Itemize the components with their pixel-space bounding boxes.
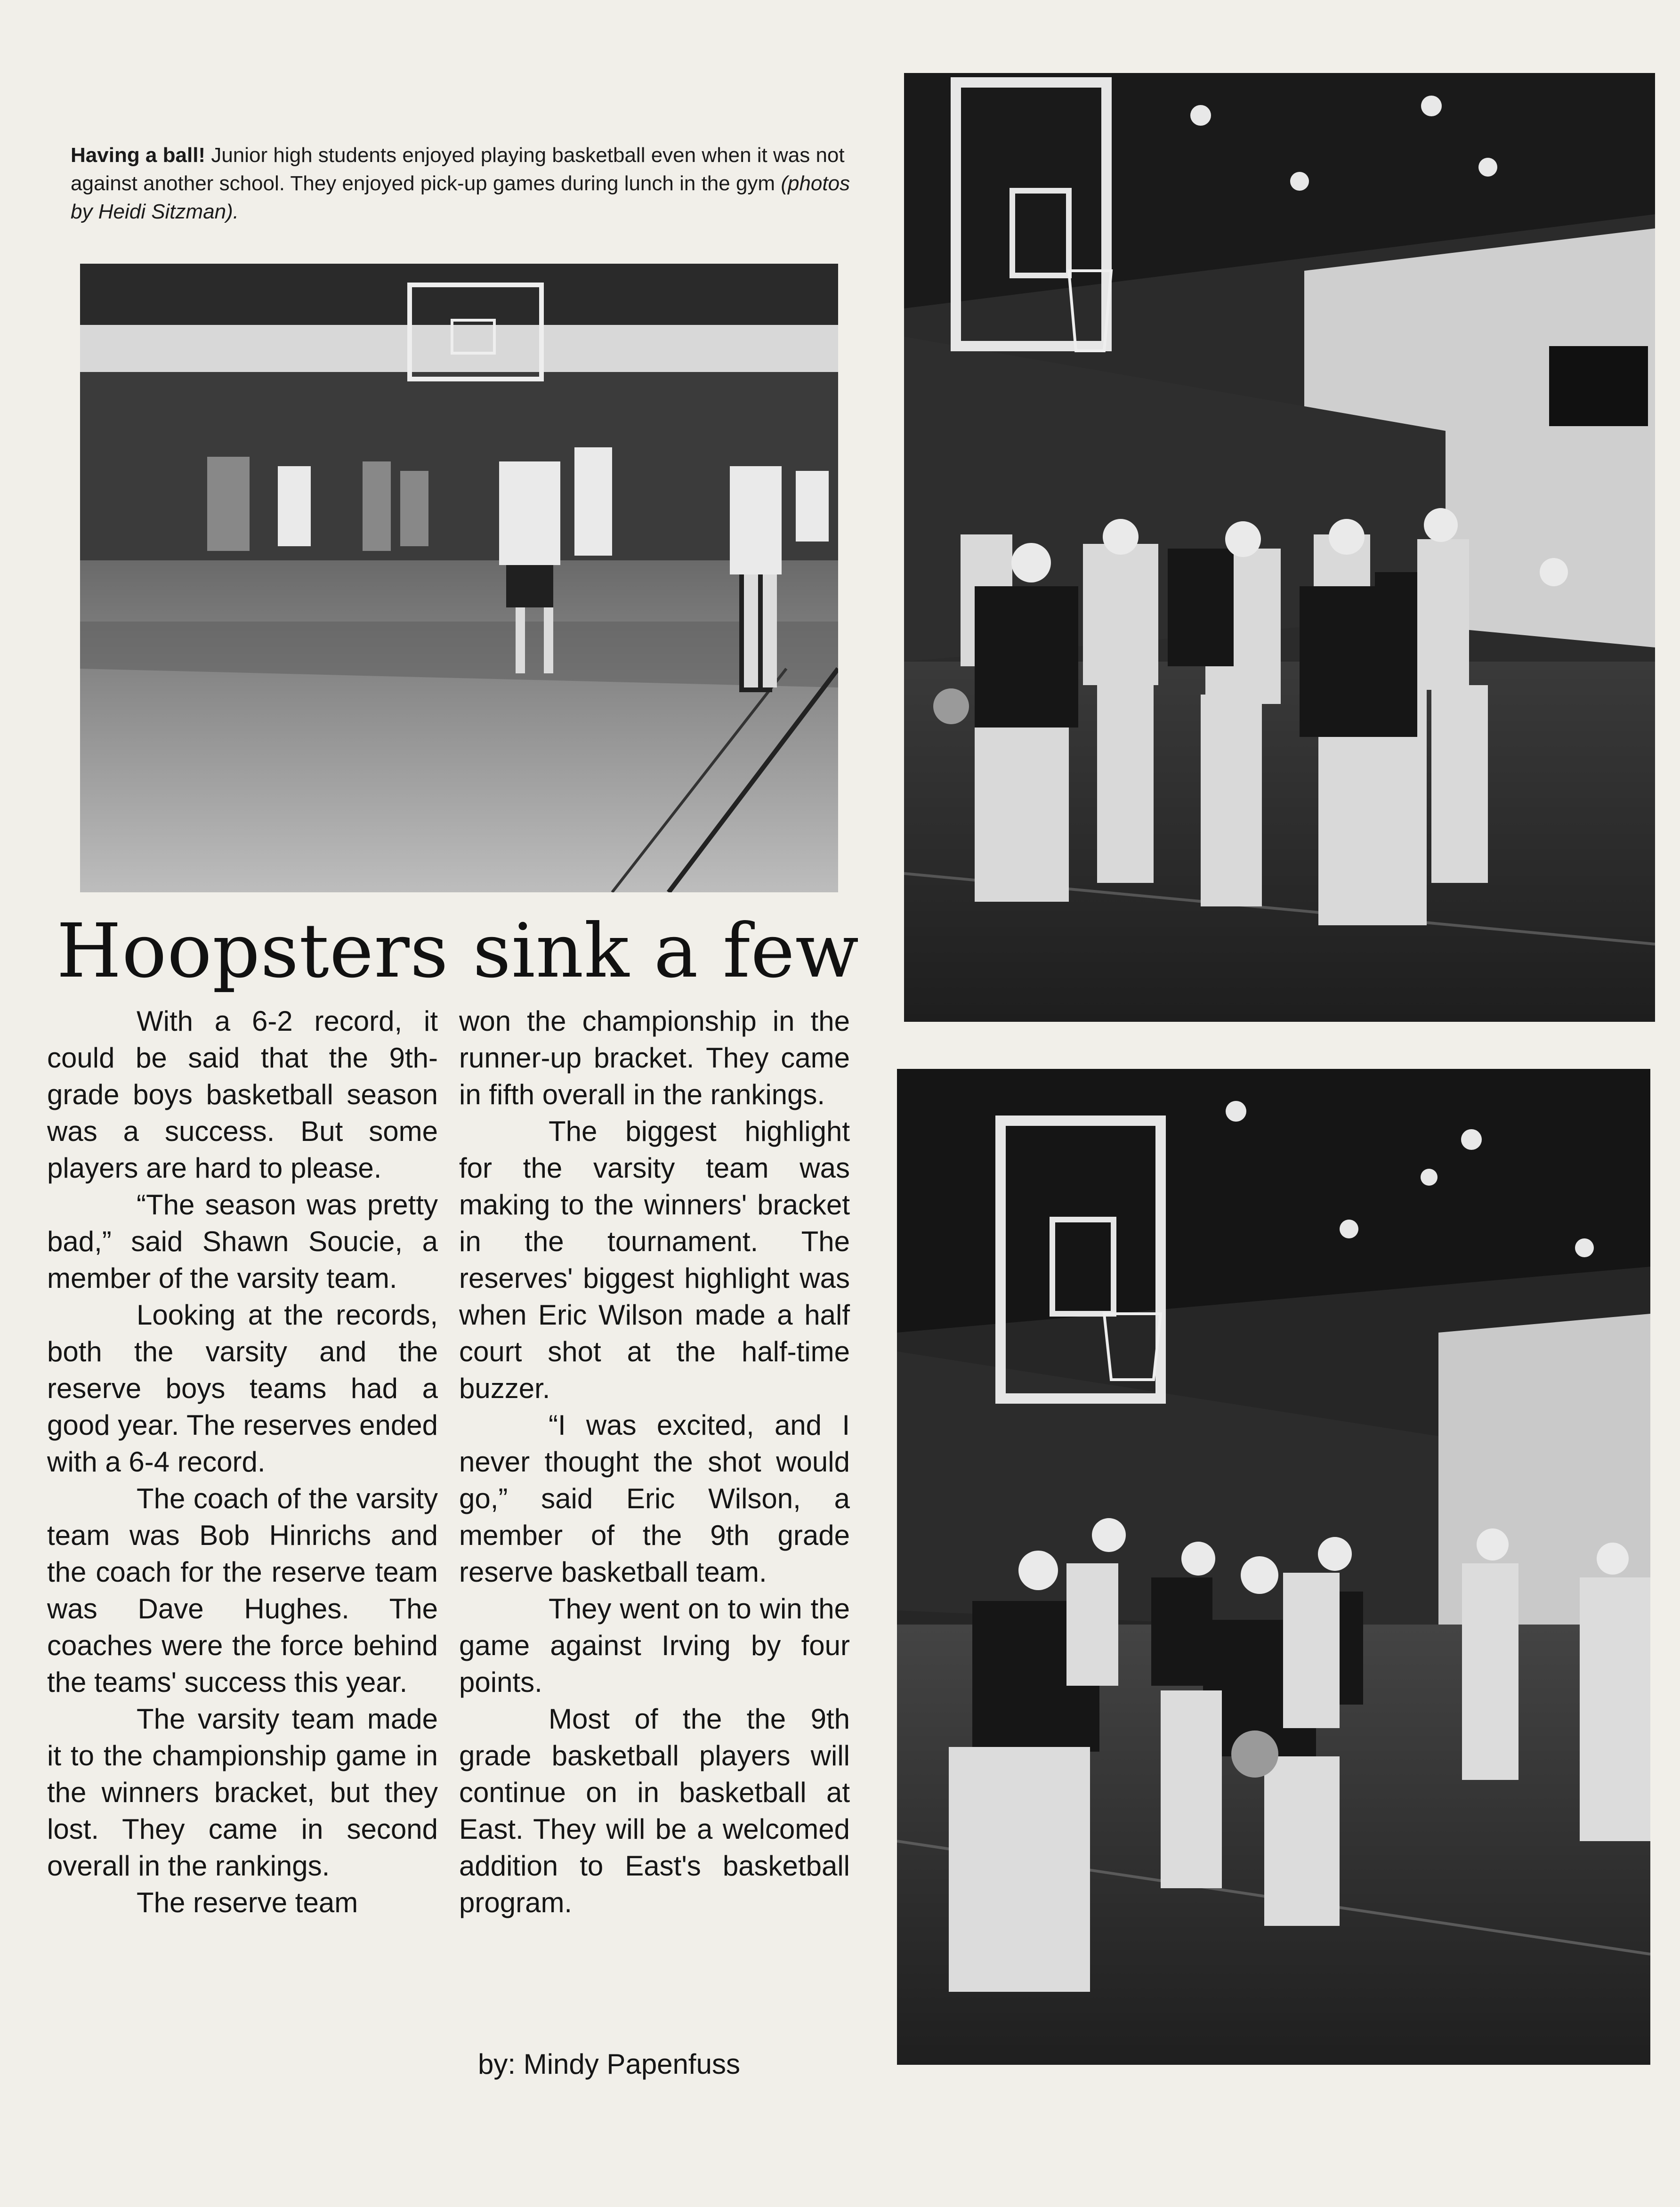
paragraph: They went on to win the game against Irving by four points. xyxy=(459,1593,850,1698)
paragraph: “The season was pretty bad,” said Shawn Soucie, a member of the varsity team. xyxy=(47,1189,438,1294)
paragraph: With a 6-2 record, it could be said that the 9th-grade boys basketball season was a success. But some players are hard to please. xyxy=(47,1005,438,1184)
byline: by: Mindy Papenfuss xyxy=(478,2048,740,2080)
photo-caption xyxy=(71,141,862,226)
paragraph: The reserve team xyxy=(137,1887,358,1918)
caption-lead: Having a ball! xyxy=(71,144,206,167)
paragraph: “I was excited, and I never thought the shot would go,” said Eric Wilson, a member of the 9th grade reserve basketball team. xyxy=(459,1409,850,1588)
photo-gym-pickup-game xyxy=(80,264,838,892)
article-column-1 xyxy=(47,1003,438,1921)
paragraph: Most of the the 9th grade basketball players will continue on in basketball at East. They will be a welcomed addition to East's basketball program. xyxy=(459,1703,850,1918)
paragraph: won the championship in the runner-up bracket. They came in fifth overall in the rankings. xyxy=(459,1005,850,1110)
article-column-2 xyxy=(459,1003,850,1921)
caption-credit: (photos by Heidi Sitzman). xyxy=(71,172,850,223)
paragraph: Looking at the records, both the varsity and the reserve boys teams had a good year. The reserves ended with a 6-4 record. xyxy=(47,1299,438,1478)
paragraph: The varsity team made it to the championship game in the winners bracket, but they lost. They came in second overall in the rankings. xyxy=(47,1703,438,1882)
paragraph: The biggest highlight for the varsity team was making to the winners' bracket in the tournament. The reserves' biggest highlight was when Eric Wilson made a half court shot at the half-time buzzer. xyxy=(459,1116,850,1404)
headline: Hoopsters sink a few xyxy=(57,908,860,994)
paragraph: The coach of the varsity team was Bob Hinrichs and the coach for the reserve team was Dave Hughes. The coaches were the force behind the teams' success this year. xyxy=(47,1483,438,1698)
photo-students-dribbling xyxy=(897,1069,1650,2065)
photo-students-crowd-court xyxy=(904,73,1655,1022)
caption-body: Junior high students enjoyed playing basketball even when it was not against another school. They enjoyed pick-up games during lunch in the gym xyxy=(71,144,845,195)
